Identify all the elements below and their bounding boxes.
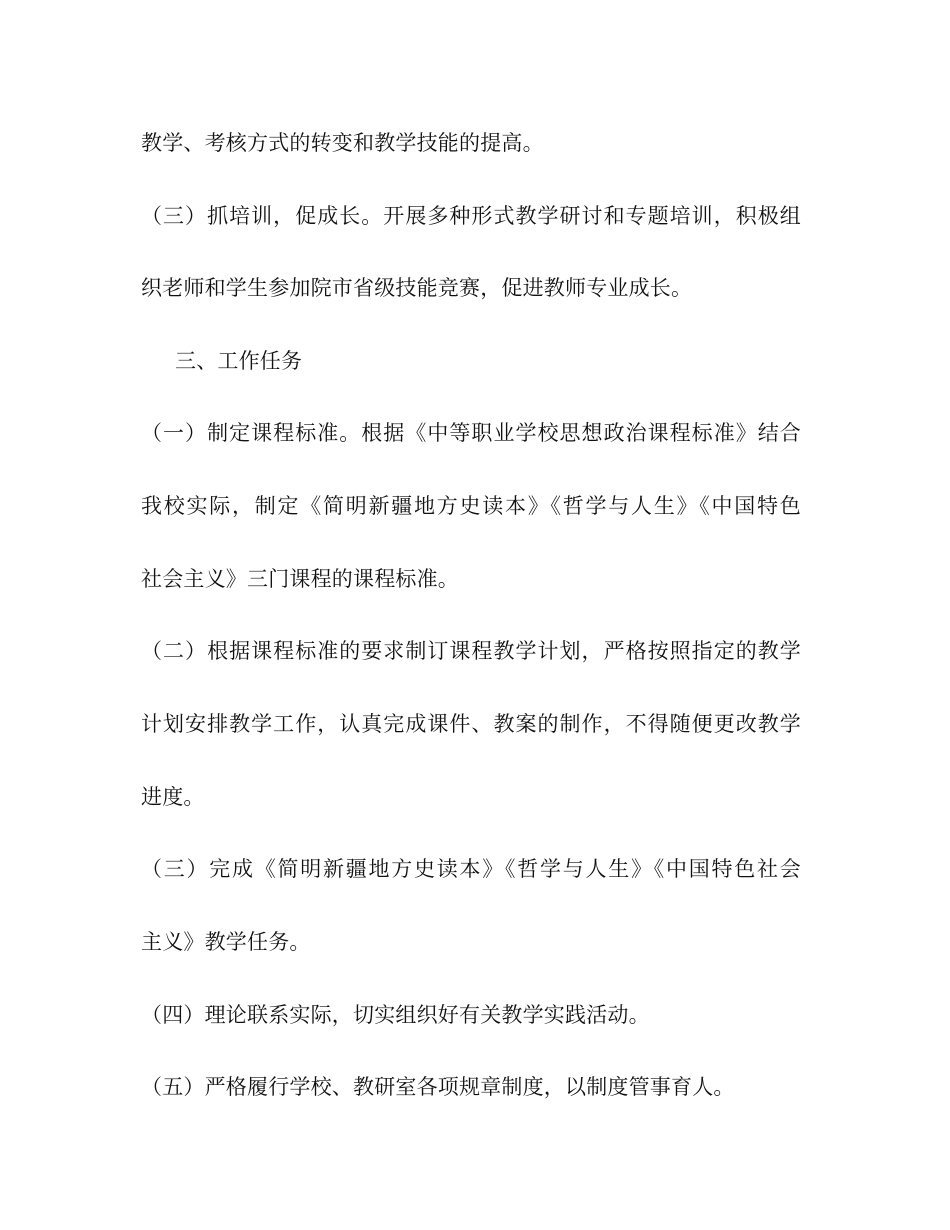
paragraph-line: 进度。	[141, 785, 205, 809]
paragraph-line: （四）理论联系实际，切实组织好有关教学实践活动。	[141, 1003, 650, 1027]
paragraph-line: 计划安排教学工作，认真完成课件、教案的制作，不得随便更改教学	[141, 712, 801, 736]
paragraph-line: 我校实际，制定《简明新疆地方史读本》《哲学与人生》《中国特色	[141, 494, 801, 518]
paragraph-line: 社会主义》三门课程的课程标准。	[141, 567, 459, 591]
paragraph-line: （三）完成《简明新疆地方史读本》《哲学与人生》《中国特色社会	[141, 857, 801, 881]
paragraph-line: （三）抓培训，促成长。开展多种形式教学研讨和专题培训，积极组	[141, 204, 801, 228]
paragraph-line: （一）制定课程标准。根据《中等职业学校思想政治课程标准》结合	[141, 421, 801, 445]
section-heading: 三、工作任务	[175, 349, 303, 373]
paragraph-line: （二）根据课程标准的要求制订课程教学计划，严格按照指定的教学	[141, 639, 801, 663]
paragraph-line: （五）严格履行学校、教研室各项规章制度，以制度管事育人。	[141, 1075, 735, 1099]
paragraph-line: 主义》教学任务。	[141, 930, 311, 954]
paragraph-line: 教学、考核方式的转变和教学技能的提高。	[141, 131, 544, 155]
paragraph-line: 织老师和学生参加院市省级技能竞赛，促进教师专业成长。	[141, 276, 693, 300]
